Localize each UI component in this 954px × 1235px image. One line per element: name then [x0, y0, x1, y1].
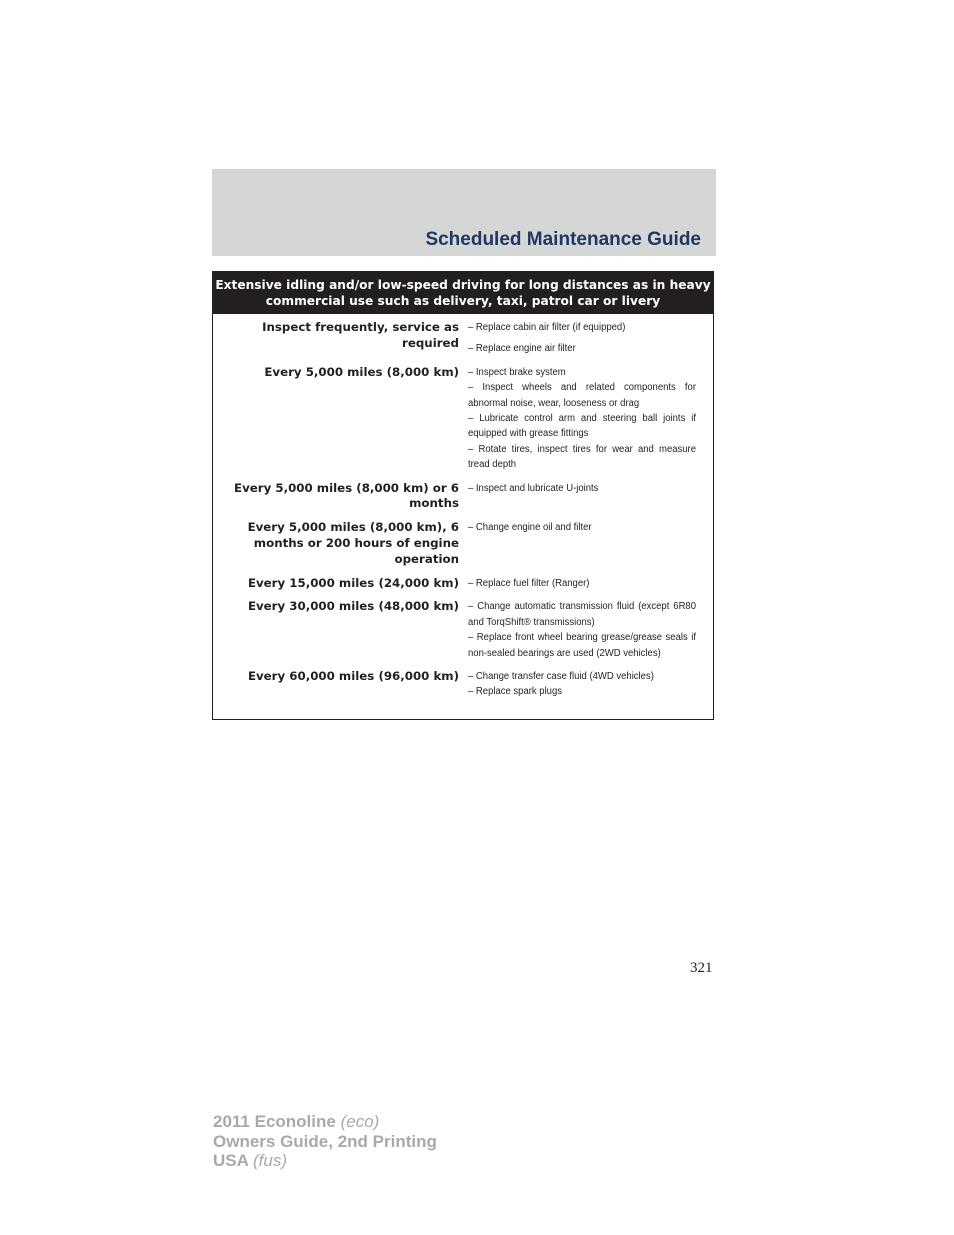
table-row: [213, 520, 713, 567]
service-task: – Change transfer case fluid (4WD vehicles): [468, 671, 654, 683]
table-heading-line: Extensive idling and/or low-speed driving for long distances as in heavy: [215, 278, 711, 292]
service-interval: Inspect frequently, service as required: [262, 320, 459, 350]
service-task: – Replace engine air filter: [468, 343, 576, 355]
service-interval: Every 60,000 miles (96,000 km): [247, 669, 459, 684]
service-task: – Replace cabin air filter (if equipped): [468, 322, 626, 333]
footer-market-code: (fus): [253, 1151, 287, 1170]
table-heading-line: commercial use such as delivery, taxi, patrol car or livery: [265, 294, 661, 308]
service-task: – Change automatic transmission fluid (except 6R80 and TorqShift® transmissions): [468, 601, 696, 628]
section-title: Scheduled Maintenance Guide: [425, 229, 701, 250]
footer-line: [213, 1151, 437, 1171]
service-task: – Replace front wheel bearing grease/grease seals if non-sealed bearings are used (2WD vehicles): [468, 632, 696, 659]
table-heading: [213, 272, 713, 314]
service-interval: Every 15,000 miles (24,000 km): [247, 575, 459, 590]
table-rows: [213, 314, 713, 700]
footer-line: [213, 1112, 437, 1132]
service-task: – Change engine oil and filter: [468, 522, 592, 534]
service-interval: Every 5,000 miles (8,000 km): [264, 364, 459, 379]
document-footer: [213, 1112, 437, 1171]
service-task: – Inspect brake system: [468, 366, 566, 378]
service-tasks: [468, 576, 696, 592]
footer-model: 2011 Econoline: [213, 1112, 336, 1131]
table-row: [213, 365, 713, 473]
table-row: [213, 669, 713, 700]
table-row: [213, 599, 713, 661]
maintenance-table: [212, 271, 714, 720]
service-tasks: [468, 520, 696, 567]
service-task: – Inspect wheels and related components for abnormal noise, wear, looseness or drag: [468, 382, 696, 409]
footer-edition: Owners Guide, 2nd Printing: [213, 1131, 437, 1151]
service-tasks: [468, 320, 696, 357]
footer-line: [213, 1132, 437, 1152]
footer-model-code: (eco): [340, 1112, 380, 1131]
service-interval: Every 5,000 miles (8,000 km), 6 months or 200 hours of engine operation: [247, 520, 459, 566]
service-interval: Every 30,000 miles (48,000 km): [247, 599, 459, 614]
service-task: – Rotate tires, inspect tires for wear and measure tread depth: [468, 443, 696, 471]
service-task: – Inspect and lubricate U-joints: [468, 482, 599, 494]
service-tasks: [468, 365, 696, 473]
service-task: – Lubricate control arm and steering ball joints if equipped with grease fittings: [468, 413, 696, 440]
table-row: [213, 576, 713, 592]
service-tasks: [468, 481, 696, 513]
service-tasks: [468, 599, 696, 661]
table-row: [213, 481, 713, 513]
service-interval: Every 5,000 miles (8,000 km) or 6 months: [234, 480, 459, 511]
table-row: [213, 320, 713, 357]
service-task: – Replace fuel filter (Ranger): [468, 577, 590, 589]
service-tasks: [468, 669, 696, 700]
section-header-band: [212, 169, 716, 256]
service-task: – Replace spark plugs: [468, 686, 563, 698]
footer-market: USA: [213, 1151, 249, 1170]
page-number: 321: [690, 960, 713, 976]
